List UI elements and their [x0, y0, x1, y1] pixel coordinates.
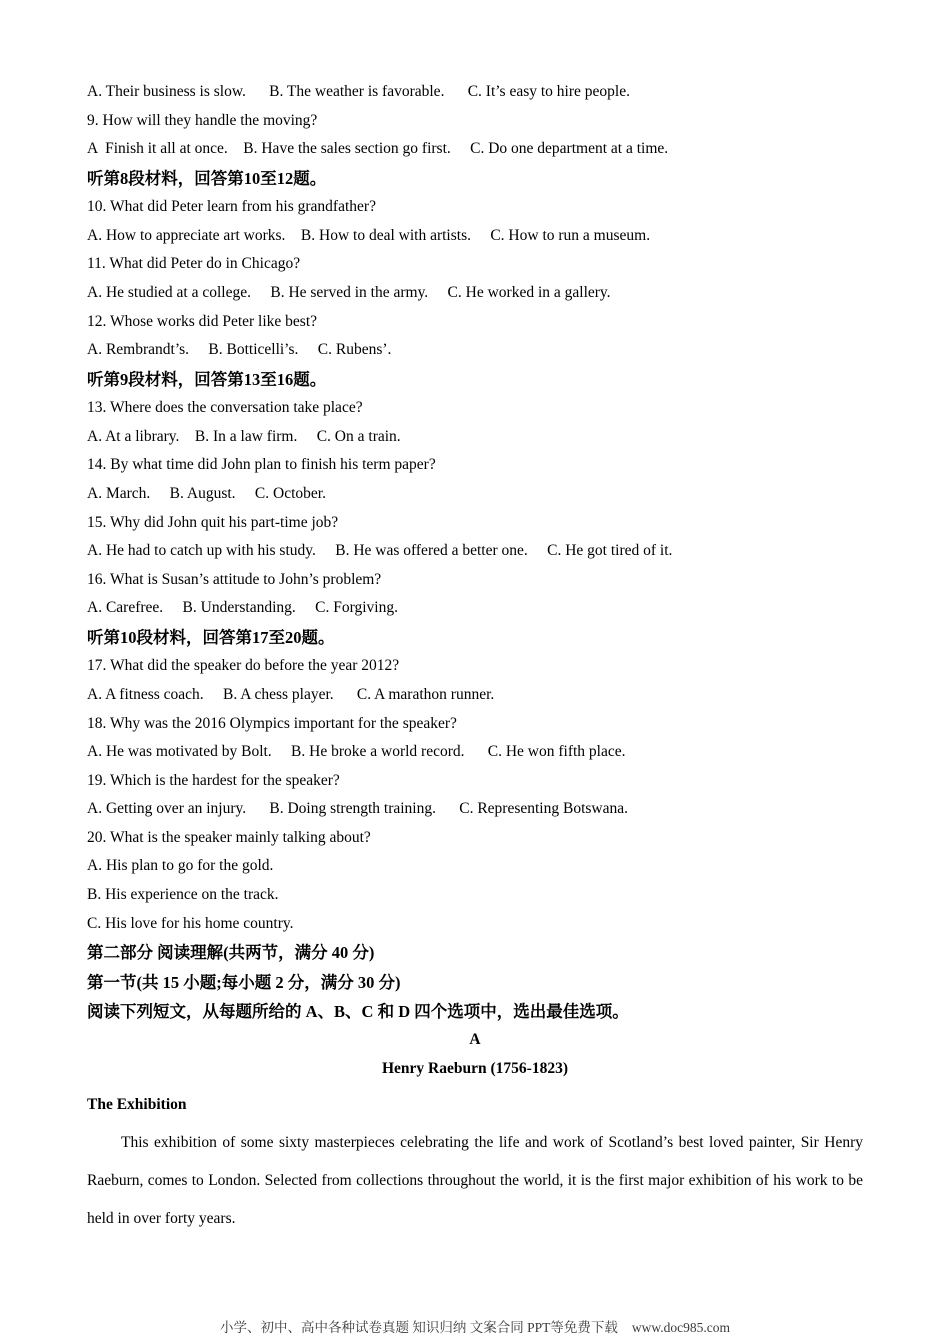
footer-url-link[interactable]: www.doc985.com — [631, 1320, 730, 1335]
section-heading: 第一节(共 15 小题;每小题 2 分，满分 30 分) — [87, 972, 401, 992]
text-line: A. March. B. August. C. October. — [87, 484, 326, 502]
text-line: 10. What did Peter learn from his grandfather? — [87, 198, 376, 216]
text-line: A. Carefree. B. Understanding. C. Forgiving. — [87, 599, 398, 617]
text-line: A. Getting over an injury. B. Doing strength training. C. Representing Botswana. — [87, 800, 628, 818]
text-line: A. He studied at a college. B. He served in the army. C. He worked in a gallery. — [87, 283, 611, 301]
footer-text: 小学、初中、高中各种试卷真题 知识归纳 文案合同 PPT等免费下载 — [220, 1320, 618, 1335]
text-line: A. Rembrandt’s. B. Botticelli’s. C. Rubens’. — [87, 341, 392, 359]
text-line: 15. Why did John quit his part-time job? — [87, 513, 339, 531]
page-footer — [0, 1316, 950, 1336]
section-heading: 听第9段材料，回答第13至16题。 — [87, 369, 327, 389]
section-heading: 阅读下列短文，从每题所给的 A、B、C 和 D 四个选项中，选出最佳选项。 — [87, 1002, 629, 1022]
document-body — [87, 78, 863, 1238]
text-line: 17. What did the speaker do before the year 2012? — [87, 657, 400, 675]
section-heading: 第二部分 阅读理解(共两节，满分 40 分) — [87, 943, 375, 963]
text-line: A. At a library. B. In a law firm. C. On a train. — [87, 427, 401, 445]
text-line: A. He was motivated by Bolt. B. He broke a world record. C. He won fifth place. — [87, 743, 626, 761]
centered-heading: Henry Raeburn (1756-1823) — [382, 1060, 568, 1078]
text-line: 13. Where does the conversation take place? — [87, 399, 363, 417]
section-heading: 听第8段材料，回答第10至12题。 — [87, 168, 327, 188]
text-line: 19. Which is the hardest for the speaker? — [87, 771, 340, 789]
centered-heading: A — [469, 1031, 481, 1049]
text-line: 9. How will they handle the moving? — [87, 111, 318, 129]
passage-subheading: The Exhibition — [87, 1095, 187, 1113]
text-line: A. A fitness coach. B. A chess player. C. A marathon runner. — [87, 685, 495, 703]
section-heading: 听第10段材料，回答第17至20题。 — [87, 627, 335, 647]
text-line: 12. Whose works did Peter like best? — [87, 312, 318, 330]
text-line: A. He had to catch up with his study. B. He was offered a better one. C. He got tired of it. — [87, 542, 673, 560]
text-line: B. His experience on the track. — [87, 886, 279, 904]
text-line: 20. What is the speaker mainly talking about? — [87, 828, 371, 846]
text-line: 18. Why was the 2016 Olympics important for the speaker? — [87, 714, 457, 732]
text-line: A. Their business is slow. B. The weather is favorable. C. It’s easy to hire people. — [87, 83, 630, 100]
text-line: A Finish it all at once. B. Have the sales section go first. C. Do one department at a time. — [87, 140, 669, 158]
text-line: 16. What is Susan’s attitude to John’s problem? — [87, 570, 382, 588]
passage-paragraph: This exhibition of some sixty masterpieces celebrating the life and work of Scotland’s best loved painter, Sir Henry Raeburn, comes to London. Selected from collections throughout the world, it is the first major exhibition of his work to be held in over forty years. — [87, 1134, 863, 1228]
text-line: 14. By what time did John plan to finish his term paper? — [87, 456, 436, 474]
text-line: A. How to appreciate art works. B. How to deal with artists. C. How to run a museum. — [87, 226, 651, 244]
text-line: 11. What did Peter do in Chicago? — [87, 255, 301, 273]
text-line: A. His plan to go for the gold. — [87, 857, 274, 875]
text-line: C. His love for his home country. — [87, 914, 294, 932]
